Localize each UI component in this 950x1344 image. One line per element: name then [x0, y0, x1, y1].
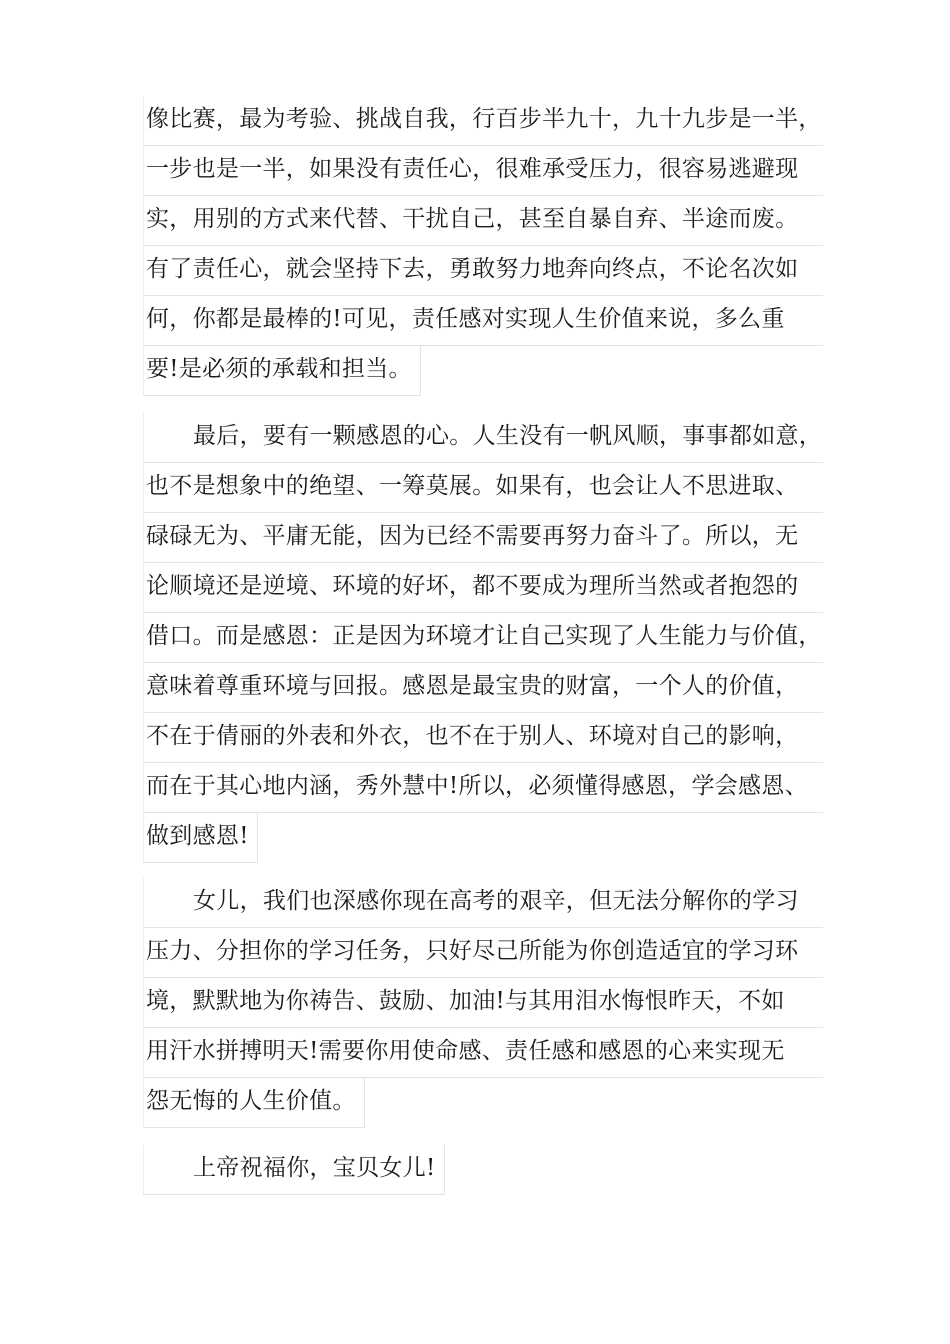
text-line: 境，默默地为你祷告、鼓励、加油!与其用泪水悔恨昨天，不如: [143, 978, 823, 1028]
text-line: 实，用别的方式来代替、干扰自己，甚至自暴自弃、半途而废。: [143, 196, 823, 246]
text-line: 意味着尊重环境与回报。感恩是最宝贵的财富，一个人的价值，: [143, 663, 823, 713]
text-line: 做到感恩!: [143, 813, 258, 863]
text-line: 上帝祝福你，宝贝女儿!: [143, 1145, 445, 1195]
text-line: 而在于其心地内涵，秀外慧中!所以，必须懂得感恩，学会感恩、: [143, 763, 823, 813]
paragraph-1: [143, 96, 823, 396]
text-line: 论顺境还是逆境、环境的好坏，都不要成为理所当然或者抱怨的: [143, 563, 823, 613]
text-line: 一步也是一半，如果没有责任心，很难承受压力，很容易逃避现: [143, 146, 823, 196]
text-line: 不在于倩丽的外表和外衣，也不在于别人、环境对自己的影响，: [143, 713, 823, 763]
paragraph-3: [143, 878, 823, 1128]
text-line: 像比赛，最为考验、挑战自我，行百步半九十，九十九步是一半，: [143, 96, 823, 146]
text-line: 怨无悔的人生价值。: [143, 1078, 365, 1128]
text-line: 有了责任心，就会坚持下去，勇敢努力地奔向终点，不论名次如: [143, 246, 823, 296]
text-line: 也不是想象中的绝望、一筹莫展。如果有，也会让人不思进取、: [143, 463, 823, 513]
text-line: 碌碌无为、平庸无能，因为已经不需要再努力奋斗了。所以，无: [143, 513, 823, 563]
paragraph-4: [143, 1145, 823, 1195]
text-line: 借口。而是感恩：正是因为环境才让自己实现了人生能力与价值，: [143, 613, 823, 663]
paragraph-2: [143, 413, 823, 863]
text-line: 压力、分担你的学习任务，只好尽己所能为你创造适宜的学习环: [143, 928, 823, 978]
text-line: 何，你都是最棒的!可见，责任感对实现人生价值来说，多么重: [143, 296, 823, 346]
text-line: 女儿，我们也深感你现在高考的艰辛，但无法分解你的学习: [143, 878, 823, 928]
text-line: 最后，要有一颗感恩的心。人生没有一帆风顺，事事都如意，: [143, 413, 823, 463]
text-line: 要!是必须的承载和担当。: [143, 346, 421, 396]
text-line: 用汗水拼搏明天!需要你用使命感、责任感和感恩的心来实现无: [143, 1028, 823, 1078]
